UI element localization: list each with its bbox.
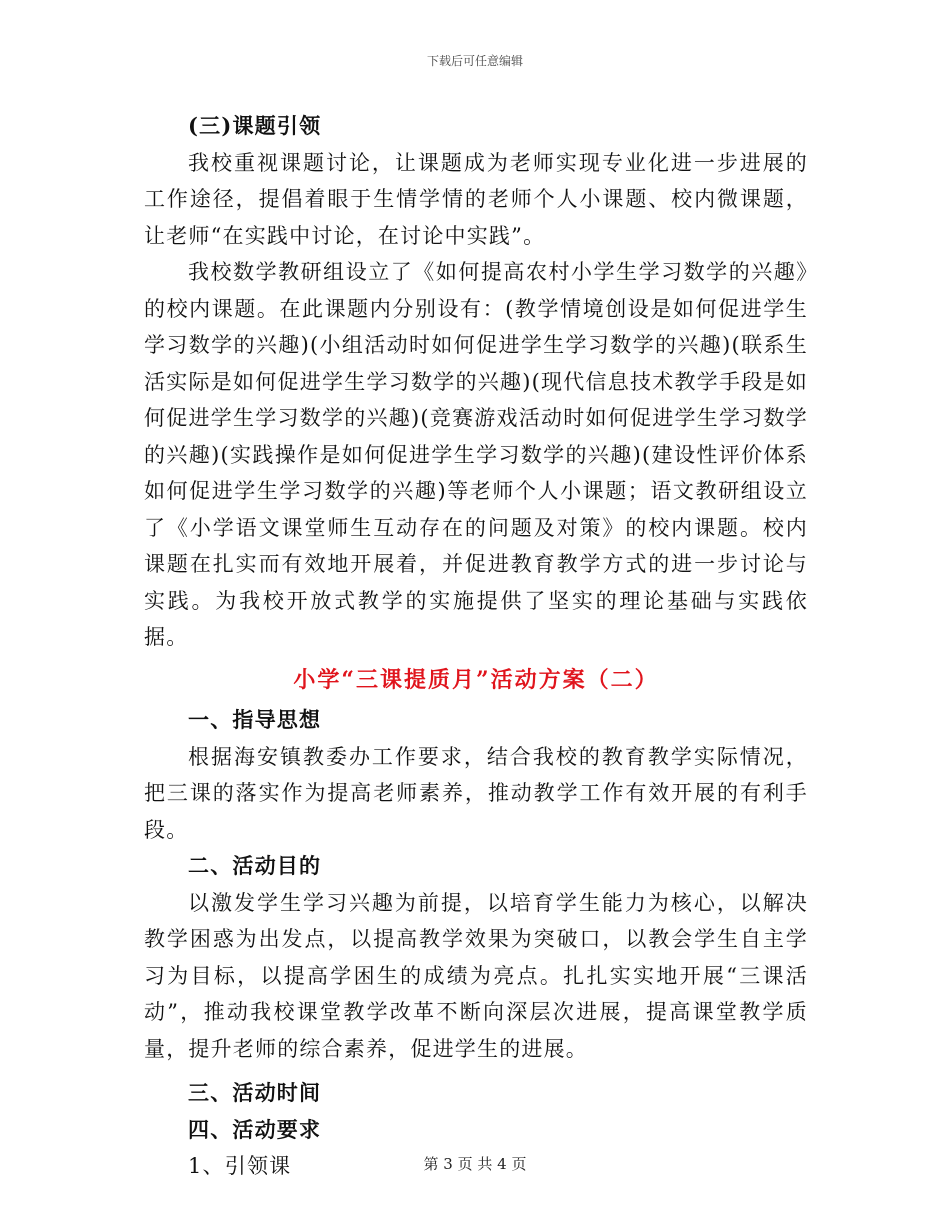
page-header-note: 下载后可任意编辑: [426, 54, 523, 68]
paragraph-topic-intro: 我校重视课题讨论，让课题成为老师实现专业化进一步进展的工作途径，提倡着眼于生情学情的老师个人小课题、校内微课题，让老师“在实践中讨论，在讨论中实践”。: [144, 150, 808, 248]
section-heading-topic-lead: (三)课题引领: [188, 113, 322, 138]
page-number: 第 3 页 共 4 页: [423, 1155, 527, 1173]
section-heading-activity-time: 三、活动时间: [188, 1080, 322, 1105]
document-title: 小学“三课提质月”活动方案（二）: [293, 666, 659, 693]
section-heading-activity-requirements: 四、活动要求: [188, 1116, 322, 1142]
document-body: [144, 108, 808, 1185]
paragraph-topic-details: 我校数学教研组设立了《如何提高农村小学生学习数学的兴趣》的校内课题。在此课题内分别设有：(教学情境创设是如何促进学生学习数学的兴趣)(小组活动时如何促进学生学习数学的兴趣)(联系生活实际是如何促进学生学习数学的兴趣)(现代信息技术教学手段是如何促进学生学习数学的兴趣)(竞赛游戏活动时如何促进学生学习数学的兴趣)(实践操作是如何促进学生学习数学的兴趣)(建设性评价体系如何促进学生学习数学的兴趣)等老师个人小课题；语文教研组设立了《小学语文课堂师生互动存在的问题及对策》的校内课题。校内课题在扎实而有效地开展着，并促进教育教学方式的进一步讨论与实践。为我校开放式教学的实施提供了坚实的理论基础与实践依据。: [144, 260, 808, 649]
paragraph-activity-purpose: 以激发学生学习兴趣为前提，以培育学生能力为核心，以解决教学困惑为出发点，以提高教学效果为突破口，以教会学生自主学习为目标，以提高学困生的成绩为亮点。扎扎实实地开展“三课活动”，推动我校课堂教学改革不断向深层次进展，提高课堂教学质量，提升老师的综合素养，促进学生的进展。: [144, 890, 808, 1061]
list-item-lead-lesson: 1、引领课: [188, 1154, 292, 1178]
section-heading-guiding-ideology: 一、指导思想: [188, 707, 322, 732]
section-heading-activity-purpose: 二、活动目的: [188, 853, 322, 878]
paragraph-guiding-ideology: 根据海安镇教委办工作要求，结合我校的教育教学实际情况，把三课的落实作为提高老师素养，推动教学工作有效开展的有利手段。: [144, 744, 808, 842]
